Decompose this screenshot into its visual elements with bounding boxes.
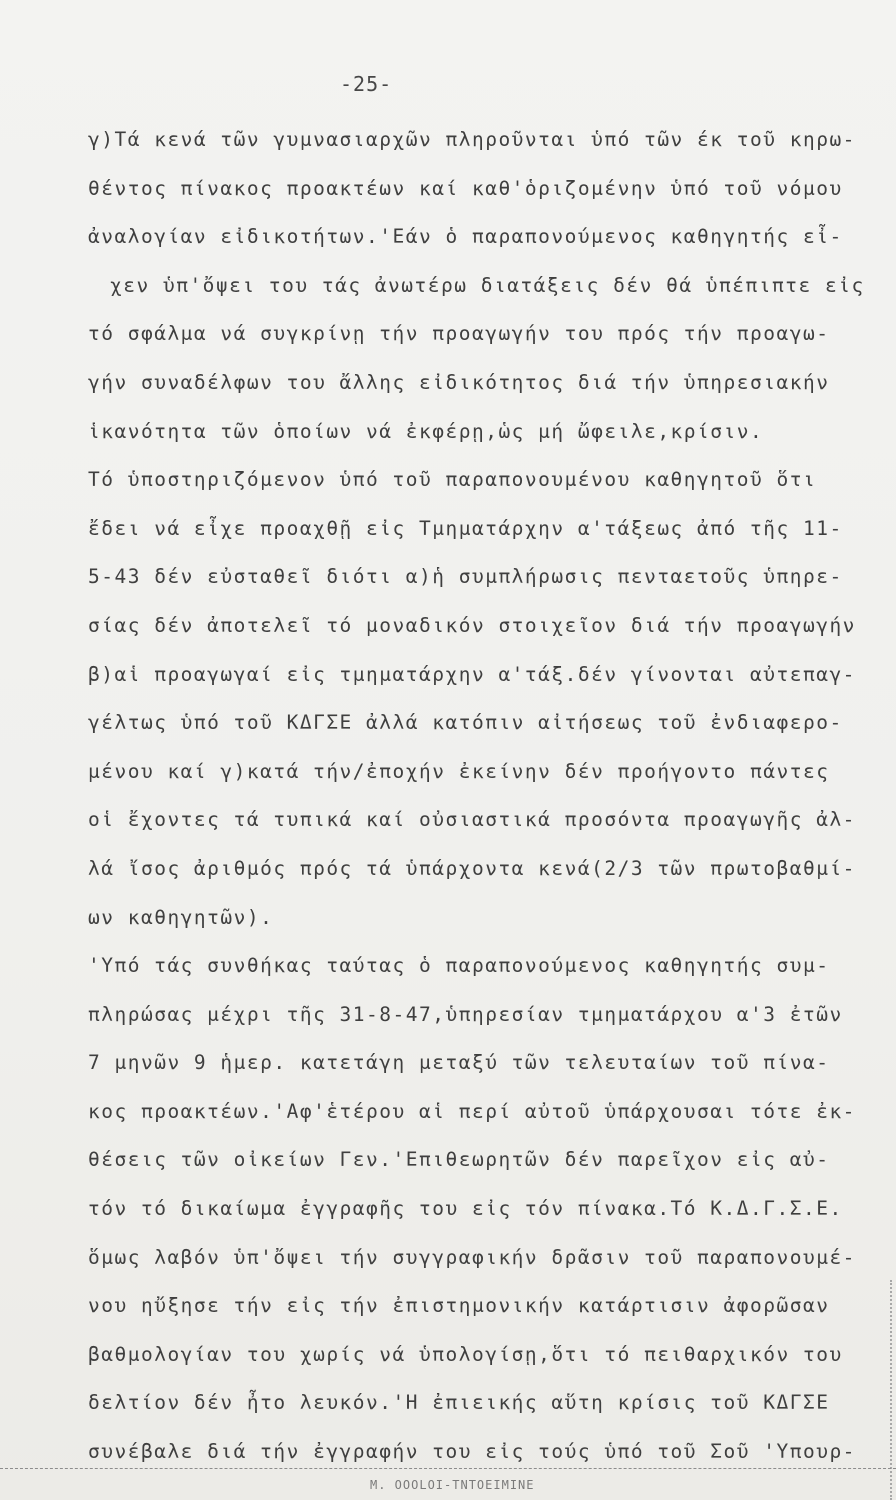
text-line: 'Υπό τάς συνθήκας ταύτας ὁ παραπονούμενος καθηγητής συμ- [88,954,830,978]
text-line: γέλτως ὑπό τοῦ ΚΔΓΣΕ ἀλλά κατόπιν αἰτήσεως τοῦ ἐνδιαφερο- [88,711,843,735]
text-line: μένου καί γ)κατά τήν/ἐποχήν ἐκείνην δέν προήγοντο πάντες [88,759,830,783]
text-line: θέσεις τῶν οἰκείων Γεν.'Επιθεωρητῶν δέν παρεῖχον εἰς αὐ- [88,1148,830,1172]
text-line: πληρώσας μέχρι τῆς 31-8-47,ὑπηρεσίαν τμηματάρχου α'3 ἐτῶν [88,1002,843,1026]
page-number: -25- [340,72,393,96]
page-edge-mark [887,1280,892,1500]
text-line: βαθμολογίαν του χωρίς νά ὑπολογίσῃ,ὅτι τό πειθαρχικόν του [88,1342,843,1366]
text-line: ων καθηγητῶν). [88,905,274,929]
text-line: γ)Τά κενά τῶν γυμνασιαρχῶν πληροῦνται ὑπό τῶν έκ τοῦ κηρω- [88,128,856,151]
text-line: δελτίον δέν ἦτο λευκόν.'Η ἐπιεικής αὕτη κρίσις τοῦ ΚΔΓΣΕ [88,1391,830,1415]
text-line: νου ηὔξησε τήν εἰς τήν ἐπιστημονικήν κατάρτισιν ἀφορῶσαν [88,1294,830,1318]
text-line: ἔδει νά εἶχε προαχθῇ εἰς Τμηματάρχην α'τάξεως ἀπό τῆς 11- [88,516,843,540]
text-line: ἀναλογίαν εἰδικοτήτων.'Εάν ὁ παραπονούμενος καθηγητής εἶ- [88,225,843,249]
text-line: ἱκανότητα τῶν ὁποίων νά ἐκφέρῃ,ὡς μή ὤφειλε,κρίσιν. [88,419,764,443]
text-line: τό σφάλμα νά συγκρίνῃ τήν προαγωγήν του πρός τήν προαγω- [88,322,830,346]
text-line: λά ἴσος ἀριθμός πρός τά ὑπάρχοντα κενά(2/3 τῶν πρωτοβαθμί- [88,856,856,880]
text-line: συνέβαλε διά τήν ἐγγραφήν του εἰς τούς ὑπό τοῦ Σοῦ 'Υπουρ- [88,1440,856,1464]
text-line: γήν συναδέλφων του ἄλλης εἰδικότητος διά τήν ὑπηρεσιακήν [88,370,830,394]
text-line: χεν ὑπ'ὄψει του τάς ἀνωτέρω διατάξεις δέν θά ὑπέπιπτε εἰς [110,273,865,297]
text-line: ὅμως λαβόν ὑπ'ὄψει τήν συγγραφικήν δρᾶσιν τοῦ παραπονουμέ- [88,1245,856,1269]
text-line: κος προακτέων.'Αφ'ἑτέρου αἱ περί αὐτοῦ ὑπάρχουσαι τότε ἐκ- [88,1099,856,1123]
perforation-line [0,1468,896,1469]
text-line: οἱ ἔχοντες τά τυπικά καί οὐσιαστικά προσόντα προαγωγῆς ἀλ- [88,808,856,832]
text-line: Τό ὑποστηριζόμενον ὑπό τοῦ παραπονουμένου καθηγητοῦ ὅτι [88,468,817,492]
body-text [88,116,888,1477]
text-line: σίας δέν ἀποτελεῖ τό μοναδικόν στοιχεῖον διά τήν προαγωγήν [88,613,856,637]
text-line: τόν τό δικαίωμα ἐγγραφῆς του εἰς τόν πίνακα.Τό Κ.Δ.Γ.Σ.Ε. [88,1197,843,1221]
printer-footer-mark: M. OOOLOI-TNTOEIMINE [370,1478,535,1492]
text-line: θέντος πίνακος προακτέων καί καθ'ὁριζομένην ὑπό τοῦ νόμου [88,176,843,200]
text-line: 7 μηνῶν 9 ἡμερ. κατετάγη μεταξύ τῶν τελευταίων τοῦ πίνα- [88,1051,830,1075]
text-line: 5-43 δέν εὐσταθεῖ διότι α)ἡ συμπλήρωσις πενταετοῦς ὑπηρε- [88,565,843,589]
text-line: β)αἱ προαγωγαί εἰς τμηματάρχην α'τάξ.δέν γίνονται αὐτεπαγ- [88,662,856,686]
